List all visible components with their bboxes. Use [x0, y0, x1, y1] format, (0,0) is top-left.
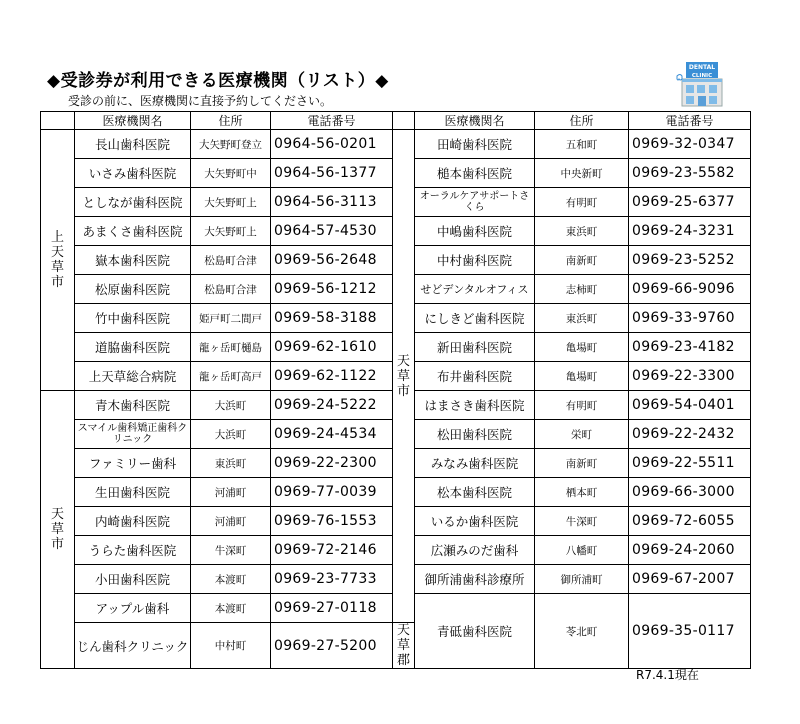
clinic-table — [40, 111, 751, 669]
header-phone-right: 電話番号 — [629, 112, 751, 130]
clinic-name: 青砥歯科医院 — [415, 594, 535, 669]
clinic-phone: 0969-23-4182 — [629, 333, 751, 362]
clinic-address: 栖本町 — [535, 478, 629, 507]
clinic-name: としなが歯科医院 — [75, 188, 191, 217]
clinic-name: あまくさ歯科医院 — [75, 217, 191, 246]
clinic-address: 松島町合津 — [191, 246, 271, 275]
clinic-phone: 0964-56-0201 — [271, 130, 393, 159]
clinic-address: 松島町合津 — [191, 275, 271, 304]
clinic-address: 五和町 — [535, 130, 629, 159]
clinic-address: 大矢野町中 — [191, 159, 271, 188]
clinic-phone: 0969-54-0401 — [629, 391, 751, 420]
header-spacer-left — [41, 112, 75, 130]
clinic-name: 田崎歯科医院 — [415, 130, 535, 159]
header-spacer-right — [393, 112, 415, 130]
clinic-name: うらた歯科医院 — [75, 536, 191, 565]
clinic-address: 大浜町 — [191, 391, 271, 420]
logo-text-top: DENTAL — [688, 64, 716, 71]
clinic-phone: 0964-56-1377 — [271, 159, 393, 188]
clinic-address: 本渡町 — [191, 594, 271, 623]
region-label — [41, 130, 75, 391]
region-label-text: 天 草 郡 — [396, 623, 410, 668]
clinic-name: 中村歯科医院 — [415, 246, 535, 275]
clinic-name: 新田歯科医院 — [415, 333, 535, 362]
clinic-name: 長山歯科医院 — [75, 130, 191, 159]
clinic-name: 松田歯科医院 — [415, 420, 535, 449]
clinic-name: はまさき歯科医院 — [415, 391, 535, 420]
clinic-name: アップル歯科 — [75, 594, 191, 623]
clinic-phone: 0969-67-2007 — [629, 565, 751, 594]
clinic-phone: 0969-58-3188 — [271, 304, 393, 333]
clinic-phone: 0969-62-1610 — [271, 333, 393, 362]
clinic-address: 南新町 — [535, 246, 629, 275]
dental-clinic-icon — [676, 62, 724, 108]
clinic-name: 御所浦歯科診療所 — [415, 565, 535, 594]
clinic-address: 河浦町 — [191, 478, 271, 507]
clinic-name: オーラルケアサポートさくら — [415, 188, 535, 217]
as-of-date: R7.4.1現在 — [636, 668, 699, 682]
clinic-address: 御所浦町 — [535, 565, 629, 594]
clinic-address: 有明町 — [535, 188, 629, 217]
clinic-name: 槌本歯科医院 — [415, 159, 535, 188]
clinic-phone: 0969-23-7733 — [271, 565, 393, 594]
clinic-name: 上天草総合病院 — [75, 362, 191, 391]
clinic-address: 中村町 — [191, 623, 271, 669]
region-label — [393, 623, 415, 669]
clinic-name: 小田歯科医院 — [75, 565, 191, 594]
header-address-right: 住所 — [535, 112, 629, 130]
clinic-phone: 0969-66-3000 — [629, 478, 751, 507]
clinic-name: 中嶋歯科医院 — [415, 217, 535, 246]
clinic-phone: 0969-72-2146 — [271, 536, 393, 565]
header-name-left: 医療機関名 — [75, 112, 191, 130]
clinic-phone: 0969-22-2432 — [629, 420, 751, 449]
clinic-phone: 0969-22-3300 — [629, 362, 751, 391]
clinic-phone: 0969-72-6055 — [629, 507, 751, 536]
clinic-name: 嶽本歯科医院 — [75, 246, 191, 275]
clinic-phone: 0969-76-1553 — [271, 507, 393, 536]
region-label-text: 上 天 草 市 — [50, 230, 64, 290]
clinic-phone: 0969-56-2648 — [271, 246, 393, 275]
clinic-name: いさみ歯科医院 — [75, 159, 191, 188]
clinic-name: 松本歯科医院 — [415, 478, 535, 507]
clinic-name: じん歯科クリニック — [75, 623, 191, 669]
clinic-phone: 0969-23-5582 — [629, 159, 751, 188]
clinic-phone: 0969-66-9096 — [629, 275, 751, 304]
clinic-phone: 0969-56-1212 — [271, 275, 393, 304]
clinic-address: 龍ヶ岳町樋島 — [191, 333, 271, 362]
clinic-address: 東浜町 — [191, 449, 271, 478]
clinic-phone: 0964-56-3113 — [271, 188, 393, 217]
clinic-name: いるか歯科医院 — [415, 507, 535, 536]
clinic-phone: 0969-22-5511 — [629, 449, 751, 478]
clinic-address: 苓北町 — [535, 594, 629, 669]
clinic-address: 大矢野町上 — [191, 188, 271, 217]
clinic-phone: 0969-32-0347 — [629, 130, 751, 159]
logo-text-bottom: CLINIC — [691, 73, 713, 79]
clinic-name: ファミリー歯科 — [75, 449, 191, 478]
clinic-name: にしきど歯科医院 — [415, 304, 535, 333]
clinic-phone: 0969-27-5200 — [271, 623, 393, 669]
header-name-right: 医療機関名 — [415, 112, 535, 130]
clinic-phone: 0969-24-4534 — [271, 420, 393, 449]
region-label — [393, 130, 415, 623]
clinic-address: 牛深町 — [535, 507, 629, 536]
clinic-name: 広瀬みのだ歯科 — [415, 536, 535, 565]
clinic-name: 布井歯科医院 — [415, 362, 535, 391]
clinic-address: 東浜町 — [535, 304, 629, 333]
clinic-name: 道脇歯科医院 — [75, 333, 191, 362]
clinic-address: 八幡町 — [535, 536, 629, 565]
clinic-address: 姫戸町二間戸 — [191, 304, 271, 333]
clinic-phone: 0969-23-5252 — [629, 246, 751, 275]
header-address-left: 住所 — [191, 112, 271, 130]
clinic-address: 亀場町 — [535, 333, 629, 362]
region-label — [41, 391, 75, 669]
clinic-address: 栄町 — [535, 420, 629, 449]
clinic-phone: 0969-62-1122 — [271, 362, 393, 391]
clinic-phone: 0969-24-3231 — [629, 217, 751, 246]
page-subtitle: 受診の前に、医療機関に直接予約してください。 — [68, 94, 333, 108]
clinic-name: 生田歯科医院 — [75, 478, 191, 507]
clinic-name: 竹中歯科医院 — [75, 304, 191, 333]
clinic-phone: 0969-77-0039 — [271, 478, 393, 507]
clinic-phone: 0969-27-0118 — [271, 594, 393, 623]
clinic-address: 龍ヶ岳町高戸 — [191, 362, 271, 391]
clinic-address: 有明町 — [535, 391, 629, 420]
clinic-address: 大浜町 — [191, 420, 271, 449]
clinic-address: 大矢野町登立 — [191, 130, 271, 159]
table-row — [41, 130, 751, 159]
clinic-address: 中央新町 — [535, 159, 629, 188]
clinic-address: 亀場町 — [535, 362, 629, 391]
clinic-name: 内崎歯科医院 — [75, 507, 191, 536]
clinic-phone: 0969-24-2060 — [629, 536, 751, 565]
clinic-phone: 0969-33-9760 — [629, 304, 751, 333]
clinic-address: 東浜町 — [535, 217, 629, 246]
header-phone-left: 電話番号 — [271, 112, 393, 130]
clinic-name: みなみ歯科医院 — [415, 449, 535, 478]
clinic-address: 本渡町 — [191, 565, 271, 594]
clinic-name: 松原歯科医院 — [75, 275, 191, 304]
clinic-name: 青木歯科医院 — [75, 391, 191, 420]
clinic-phone: 0969-24-5222 — [271, 391, 393, 420]
clinic-phone: 0969-25-6377 — [629, 188, 751, 217]
clinic-phone: 0964-57-4530 — [271, 217, 393, 246]
clinic-name: スマイル歯科矯正歯科クリニック — [75, 420, 191, 449]
clinic-address: 志柿町 — [535, 275, 629, 304]
clinic-address: 南新町 — [535, 449, 629, 478]
clinic-phone: 0969-22-2300 — [271, 449, 393, 478]
clinic-address: 牛深町 — [191, 536, 271, 565]
clinic-address: 大矢野町上 — [191, 217, 271, 246]
page-title: ◆受診券が利用できる医療機関（リスト）◆ — [47, 71, 389, 91]
clinic-phone: 0969-35-0117 — [629, 594, 751, 669]
region-label-text: 天 草 市 — [50, 507, 64, 552]
clinic-name: せどデンタルオフィス — [415, 275, 535, 304]
region-label-text: 天 草 市 — [396, 353, 410, 399]
clinic-address: 河浦町 — [191, 507, 271, 536]
